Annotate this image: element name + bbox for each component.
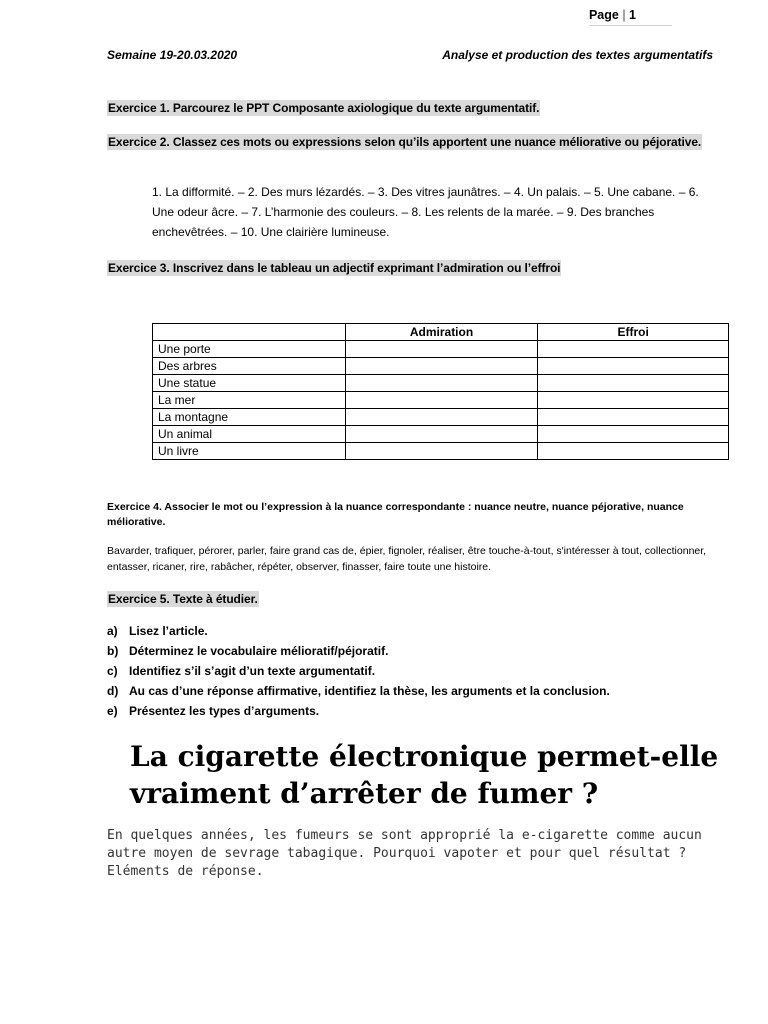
row-label: Une porte xyxy=(153,341,346,358)
list-item xyxy=(107,621,610,641)
question-letter: d) xyxy=(107,684,119,698)
table-row xyxy=(153,443,729,460)
page-label: Page xyxy=(588,8,619,22)
column-header-effroi: Effroi xyxy=(538,324,729,341)
admiration-effroi-table xyxy=(152,323,729,460)
table-row xyxy=(153,409,729,426)
exercise-4-word-list: Bavarder, trafiquer, pérorer, parler, faire grand cas de, épier, fignoler, réaliser, être touche-à-tout, s'intéresser à tout, collectionner, entasser, ricaner, rire, rabâcher, répéter, observer, finasser, faire toute une histoire. xyxy=(107,545,707,573)
admiration-cell[interactable] xyxy=(345,341,538,358)
article-lead: En quelques années, les fumeurs se sont approprié la e-cigarette comme aucun autre moyen de sevrage tabagique. Pourquoi vapoter et pour quel résultat ? Eléments de réponse. xyxy=(107,828,702,879)
question-text: Identifiez s’il s’agit d’un texte argumentatif. xyxy=(129,664,376,678)
table-row xyxy=(153,426,729,443)
effroi-cell[interactable] xyxy=(538,443,729,460)
list-item xyxy=(107,681,610,701)
exercise-5-title: Exercice 5. Texte à étudier. xyxy=(108,592,258,606)
exercise-5-questions xyxy=(107,621,610,721)
admiration-cell[interactable] xyxy=(345,358,538,375)
week-header: Semaine 19-20.03.2020 xyxy=(107,48,238,62)
page-number-indicator xyxy=(589,8,672,26)
effroi-cell[interactable] xyxy=(538,392,729,409)
exercise-4-title: Exercice 4. Associer le mot ou l’expression à la nuance correspondante : nuance neutre, nuance péjorative, nuance méliorative. xyxy=(107,501,684,528)
effroi-cell[interactable] xyxy=(538,341,729,358)
table-row xyxy=(153,358,729,375)
list-item xyxy=(107,701,610,721)
admiration-cell[interactable] xyxy=(345,375,538,392)
effroi-cell[interactable] xyxy=(538,358,729,375)
row-label: Des arbres xyxy=(153,358,346,375)
admiration-cell[interactable] xyxy=(345,409,538,426)
admiration-cell[interactable] xyxy=(345,392,538,409)
page-separator: | xyxy=(622,8,626,22)
row-label: La montagne xyxy=(153,409,346,426)
admiration-cell[interactable] xyxy=(345,426,538,443)
topic-header: Analyse et production des textes argumentatifs xyxy=(442,48,713,62)
table-row xyxy=(153,341,729,358)
column-header-empty xyxy=(153,324,346,341)
effroi-cell[interactable] xyxy=(538,375,729,392)
exercise-2 xyxy=(107,133,702,151)
row-label: Une statue xyxy=(153,375,346,392)
exercise-3-title: Exercice 3. Inscrivez dans le tableau un adjectif exprimant l’admiration ou l’effroi xyxy=(108,261,561,275)
article-title: La cigarette électronique permet-elle vraiment d’arrêter de fumer ? xyxy=(130,740,719,810)
column-header-admiration: Admiration xyxy=(345,324,538,341)
question-letter: c) xyxy=(107,664,118,678)
question-letter: b) xyxy=(107,644,119,658)
question-text: Déterminez le vocabulaire mélioratif/péjoratif. xyxy=(129,644,389,658)
question-text: Au cas d’une réponse affirmative, identifiez la thèse, les arguments et la conclusion. xyxy=(129,684,610,698)
effroi-cell[interactable] xyxy=(538,409,729,426)
question-text: Lisez l’article. xyxy=(129,624,208,638)
exercise-2-word-list: 1. La difformité. – 2. Des murs lézardés. – 3. Des vitres jaunâtres. – 4. Un palais. – 5. Une cabane. – 6. Une odeur âcre. – 7. L’harmonie des couleurs. – 8. Les relents de la marée. – 9. Des branches enchevêtrées. – 10. Une clairière lumineuse. xyxy=(152,185,699,239)
exercise-2-title: Exercice 2. Classez ces mots ou expressions selon qu’ils apportent une nuance méliorative ou péjorative. xyxy=(108,135,702,149)
list-item xyxy=(107,641,610,661)
page-number: 1 xyxy=(629,8,636,22)
table-row xyxy=(153,392,729,409)
row-label: Un livre xyxy=(153,443,346,460)
effroi-cell[interactable] xyxy=(538,426,729,443)
row-label: La mer xyxy=(153,392,346,409)
exercise-1-title: Exercice 1. Parcourez le PPT Composante axiologique du texte argumentatif. xyxy=(108,101,540,115)
question-text: Présentez les types d’arguments. xyxy=(129,704,320,718)
exercise-5 xyxy=(107,590,259,608)
table-header-row xyxy=(153,324,729,341)
question-letter: a) xyxy=(107,624,118,638)
question-letter: e) xyxy=(107,704,118,718)
list-item xyxy=(107,661,610,681)
row-label: Un animal xyxy=(153,426,346,443)
exercise-3 xyxy=(107,259,561,277)
exercise-1 xyxy=(107,99,540,117)
admiration-cell[interactable] xyxy=(345,443,538,460)
table-row xyxy=(153,375,729,392)
